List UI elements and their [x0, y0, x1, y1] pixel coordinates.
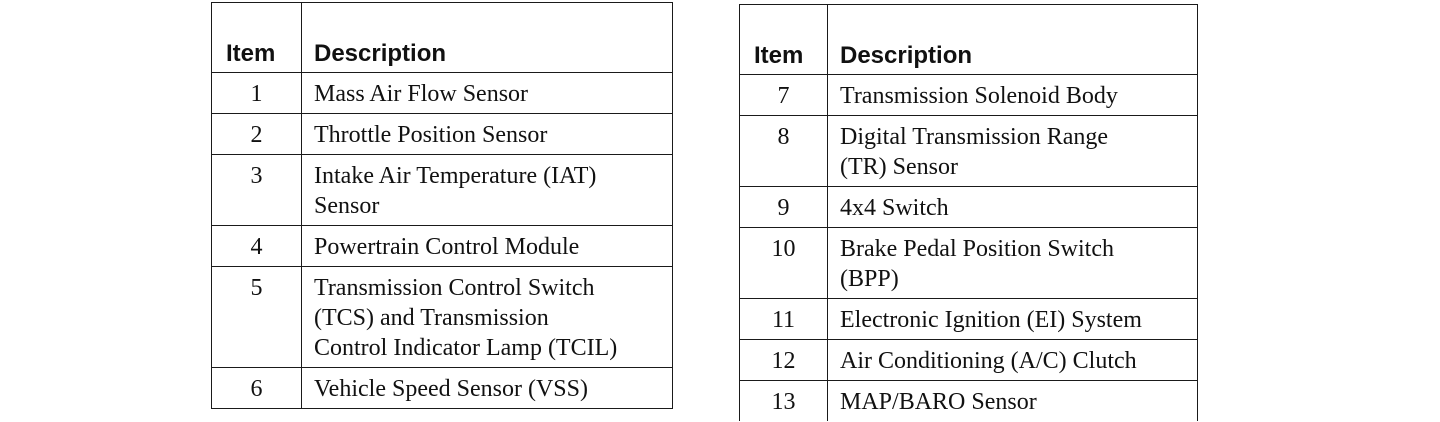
item-number-cell: 11	[740, 299, 828, 340]
item-number-cell: 13	[740, 381, 828, 422]
item-column-header: Item	[212, 3, 302, 73]
item-number-cell: 6	[212, 368, 302, 409]
table-row	[740, 381, 1198, 422]
item-number-cell: 5	[212, 267, 302, 368]
table-row	[740, 75, 1198, 116]
description-cell: MAP/BARO Sensor	[828, 381, 1198, 422]
item-number-cell: 4	[212, 226, 302, 267]
item-column-header: Item	[740, 5, 828, 75]
item-number-cell: 9	[740, 187, 828, 228]
table-row	[212, 114, 673, 155]
item-number-cell: 1	[212, 73, 302, 114]
table-row	[212, 73, 673, 114]
component-table-left	[211, 2, 673, 409]
description-cell: Powertrain Control Module	[302, 226, 673, 267]
description-cell: Digital Transmission Range (TR) Sensor	[828, 116, 1198, 187]
description-cell: Throttle Position Sensor	[302, 114, 673, 155]
description-cell: Mass Air Flow Sensor	[302, 73, 673, 114]
component-table-right	[739, 4, 1198, 421]
description-column-header: Description	[302, 3, 673, 73]
description-cell: Electronic Ignition (EI) System	[828, 299, 1198, 340]
table-row	[212, 267, 673, 368]
table-body-right	[740, 75, 1198, 422]
table-row	[740, 299, 1198, 340]
item-number-cell: 10	[740, 228, 828, 299]
table-row	[212, 226, 673, 267]
description-cell: Vehicle Speed Sensor (VSS)	[302, 368, 673, 409]
item-number-cell: 12	[740, 340, 828, 381]
table-row	[212, 155, 673, 226]
description-cell: Brake Pedal Position Switch (BPP)	[828, 228, 1198, 299]
table-row	[740, 340, 1198, 381]
item-number-cell: 2	[212, 114, 302, 155]
item-number-cell: 8	[740, 116, 828, 187]
description-cell: Transmission Solenoid Body	[828, 75, 1198, 116]
table-row	[740, 116, 1198, 187]
table-row	[212, 368, 673, 409]
description-cell: Transmission Control Switch (TCS) and Transmission Control Indicator Lamp (TCIL)	[302, 267, 673, 368]
item-number-cell: 3	[212, 155, 302, 226]
item-number-cell: 7	[740, 75, 828, 116]
description-cell: Intake Air Temperature (IAT) Sensor	[302, 155, 673, 226]
table-header-row	[740, 5, 1198, 75]
description-column-header: Description	[828, 5, 1198, 75]
description-cell: 4x4 Switch	[828, 187, 1198, 228]
table-header-row	[212, 3, 673, 73]
description-cell: Air Conditioning (A/C) Clutch	[828, 340, 1198, 381]
table-row	[740, 228, 1198, 299]
table-row	[740, 187, 1198, 228]
table-body-left	[212, 73, 673, 409]
